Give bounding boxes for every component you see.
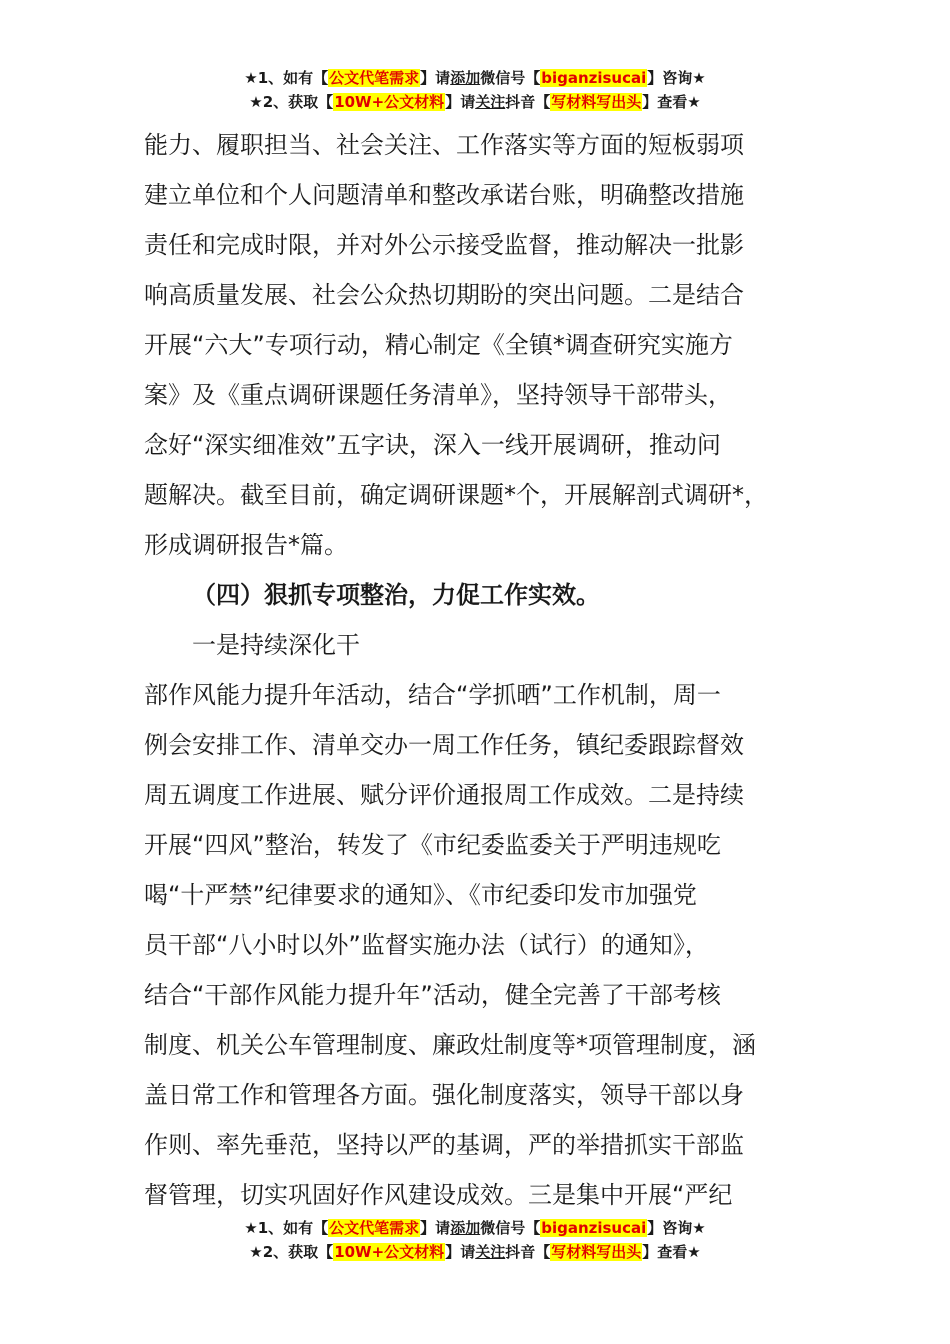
banner-line-2 (0, 90, 950, 114)
text-line: 响高质量发展、社会公众热切期盼的突出问题。二是结合 (144, 281, 744, 309)
banner-underline: 关注 (475, 1243, 506, 1261)
banner-underline: 添加 (450, 1219, 481, 1237)
banner-text: ★2、获取【 (249, 93, 334, 111)
text-line: 开展“六大”专项行动，精心制定《全镇*调查研究实施方 (144, 331, 733, 359)
banner-highlight: 10W+公文材料 (334, 1243, 445, 1261)
footer-banner (0, 1216, 950, 1264)
banner-text: 】请 (420, 1219, 451, 1237)
text-line: 结合“干部作风能力提升年”活动，健全完善了干部考核 (144, 981, 721, 1009)
banner-text: ★1、如有【 (244, 69, 329, 87)
banner-text: 抖音【 (505, 1243, 551, 1261)
banner-text: 】请 (420, 69, 451, 87)
text-line: 念好“深实细准效”五字诀，深入一线开展调研，推动问 (144, 431, 721, 459)
text-line: 案》及《重点调研课题任务清单》，坚持领导干部带头， (144, 381, 732, 409)
header-banner (0, 66, 950, 114)
banner-text: 】请 (445, 93, 476, 111)
text-line: 题解决。截至目前，确定调研课题*个，开展解剖式调研*， (144, 481, 768, 509)
banner-text: ★1、如有【 (244, 1219, 329, 1237)
banner-text: 】请 (445, 1243, 476, 1261)
banner-text: 】咨询★ (647, 69, 706, 87)
banner-text: 微信号【 (480, 1219, 541, 1237)
banner-line-1 (0, 66, 950, 90)
banner-highlight: 写材料写出头 (551, 1243, 642, 1261)
text-fragment: 一是持续深化干 (192, 631, 360, 659)
text-line: 建立单位和个人问题清单和整改承诺台账，明确整改措施 (144, 181, 744, 209)
banner-highlight: 公文代笔需求 (329, 69, 420, 87)
banner-line-1 (0, 1216, 950, 1240)
banner-highlight: 10W+公文材料 (334, 93, 445, 111)
text-line: 责任和完成时限，并对外公示接受监督，推动解决一批影 (144, 231, 744, 259)
text-line: 盖日常工作和管理各方面。强化制度落实，领导干部以身 (144, 1081, 744, 1109)
banner-text: 】查看★ (642, 1243, 701, 1261)
banner-text: ★2、获取【 (249, 1243, 334, 1261)
text-line: 喝“十严禁”纪律要求的通知》、《市纪委印发市加强党 (144, 881, 697, 909)
section-heading: （四）狠抓专项整治，力促工作实效。 (192, 581, 600, 609)
text-line: 例会安排工作、清单交办一周工作任务，镇纪委跟踪督效 (144, 731, 744, 759)
text-line: 形成调研报告*篇。 (144, 531, 348, 559)
text-line: 能力、履职担当、社会关注、工作落实等方面的短板弱项 (144, 131, 744, 159)
banner-underline: 添加 (450, 69, 481, 87)
text-line: 开展“四风”整治，转发了《市纪委监委关于严明违规吃 (144, 831, 721, 859)
banner-text: 】咨询★ (647, 1219, 706, 1237)
text-line: 周五调度工作进展、赋分评价通报周工作成效。二是持续 (144, 781, 744, 809)
banner-underline: 关注 (475, 93, 506, 111)
paragraph-1 (144, 120, 834, 570)
banner-highlight: biganzisucai (541, 69, 647, 87)
banner-text: 微信号【 (480, 69, 541, 87)
paragraph-2 (144, 570, 834, 1220)
text-line: 制度、机关公车管理制度、廉政灶制度等*项管理制度，涵 (144, 1031, 756, 1059)
banner-highlight: 写材料写出头 (551, 93, 642, 111)
text-line: 督管理，切实巩固好作风建设成效。三是集中开展“严纪 (144, 1181, 733, 1209)
text-line: 作则、率先垂范，坚持以严的基调，严的举措抓实干部监 (144, 1131, 744, 1159)
text-line (144, 570, 834, 670)
banner-highlight: 公文代笔需求 (329, 1219, 420, 1237)
banner-line-2 (0, 1240, 950, 1264)
document-body (144, 120, 834, 1220)
banner-text: 】查看★ (642, 93, 701, 111)
text-line: 部作风能力提升年活动，结合“学抓晒”工作机制，周一 (144, 681, 721, 709)
text-line: 员干部“八小时以外”监督实施办法（试行）的通知》， (144, 931, 709, 959)
banner-highlight: biganzisucai (541, 1219, 647, 1237)
banner-text: 抖音【 (505, 93, 551, 111)
